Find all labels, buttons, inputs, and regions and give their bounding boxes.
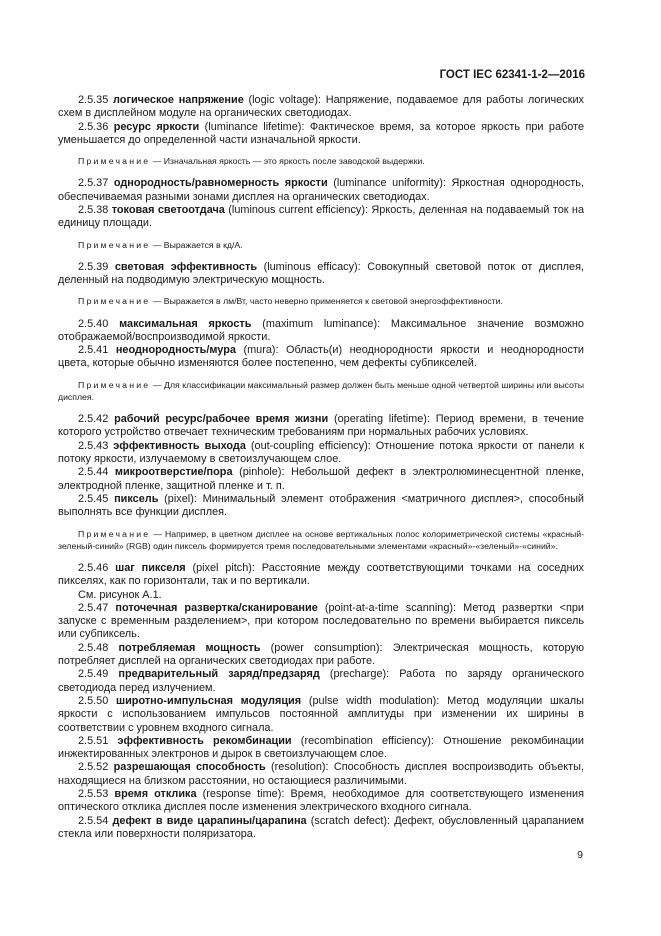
term-entry [58, 344, 584, 371]
note-label: Примечание [78, 379, 151, 390]
term-entry [58, 788, 584, 815]
term-number: 2.5.36 [78, 120, 109, 133]
term-definition: (pulse width modulation): Метод модуляции шкалы яркости с использованием импульсов постоянной амплитуды при изменении их ширины в соответствии с уровнем входного сигнала. [58, 694, 584, 734]
term-name: пиксель [114, 492, 159, 505]
term-definition: (pixel): Минимальный элемент отображения <матричного дисплея>, способный выполнять все функции дисплея. [58, 492, 584, 519]
term-entry [58, 413, 584, 440]
term-number: 2.5.44 [78, 466, 109, 479]
term-definition: (recombination efficiency): Отношение рекомбинации инжектированных электронов и дырок в светоизлучающем слое. [58, 734, 585, 761]
note-label: Примечание [78, 528, 151, 539]
term-entry [58, 562, 584, 589]
term-name: разрешающая способность [113, 761, 266, 774]
term-definition: (point-at-a-time scanning): Метод развертки <при запуске с временным разделением>, при котором последовательно по времени выбирается пиксель или субпиксель. [58, 601, 585, 641]
term-definition: (resolution): Способность дисплея воспроизводить объекты, находящиеся на близком расстоянии, но остающиеся различимыми. [58, 761, 585, 787]
term-name: эффективность выхода [113, 439, 246, 452]
term-entry [58, 121, 584, 148]
page-number: 9 [577, 849, 583, 861]
term-entry [58, 261, 584, 288]
term-definition: (logic voltage): Напряжение, подаваемое для работы логических схем в дисплейном модуле на органических светодиодах. [58, 94, 584, 120]
note-label: Примечание [78, 296, 151, 307]
term-number: 2.5.40 [78, 317, 109, 330]
term-definition: (pinhole): Небольшой дефект в электролюминесцентной пленке, электродной пленке, защитной пленке и т. п. [58, 466, 585, 492]
term-number: 2.5.37 [78, 177, 109, 190]
term-definition: (mura): Область(и) неоднородности яркости и неоднородности цвета, которые обычно изменяются более постепенно, чем дефекты субпикселей. [58, 344, 584, 370]
term-name: неоднородность/мура [115, 344, 236, 357]
term-number: 2.5.46 [78, 561, 109, 574]
term-number: 2.5.41 [78, 344, 109, 357]
term-definition: (luminous current efficiency): Яркость, деленная на подаваемый ток на единицу площади. [58, 203, 585, 230]
term-number: 2.5.52 [78, 761, 109, 774]
figure-reference: См. рисунок А.1. [78, 588, 162, 601]
term-number: 2.5.39 [78, 260, 109, 273]
term-name: рабочий ресурс/рабочее время жизни [114, 413, 329, 426]
term-name: время отклика [114, 788, 197, 800]
term-entry [58, 668, 584, 695]
term-number: 2.5.53 [78, 788, 109, 800]
note [58, 528, 584, 552]
term-name: предварительный заряд/предзаряд [118, 668, 320, 681]
term-number: 2.5.47 [78, 601, 109, 614]
term-name: эффективность рекомбинации [117, 734, 292, 747]
term-name: световая эффективность [114, 260, 258, 273]
term-number: 2.5.43 [78, 439, 109, 452]
term-entry [58, 318, 584, 345]
term-name: поточечная развертка/сканирование [115, 601, 318, 614]
document-body [58, 94, 584, 841]
term-definition: (power consumption): Электрическая мощность, которую потребляет дисплей на органических светодиодах при работе. [58, 641, 585, 668]
term-entry [58, 602, 584, 642]
term-entry [58, 695, 584, 735]
term-number: 2.5.45 [78, 492, 109, 505]
term-definition: (luminance lifetime): Фактическое время, за которое яркость при работе уменьшается до определенной части изначальной яркости. [58, 120, 584, 146]
term-entry [58, 94, 584, 121]
note-text: — Например, в цветном дисплее на основе вертикальных полос колориметрической системы «красный-зеленый-синий» (RGB) один пиксель формируется тремя последовательными элементами «красный»-«зеленый»-«синий». [58, 528, 584, 551]
note [58, 239, 584, 251]
note-label: Примечание [78, 156, 151, 167]
term-name: ресурс яркости [113, 120, 200, 133]
term-entry [58, 177, 584, 204]
note-text: — Выражается в лм/Вт, часто неверно применяется к световой энергоэффективности. [150, 296, 503, 307]
term-number: 2.5.42 [78, 413, 109, 426]
note-text: — Выражается в кд/А. [150, 239, 243, 250]
term-name: однородность/равномерность яркости [113, 177, 328, 190]
term-definition: (scratch defect): Дефект, обусловленный царапанием стекла или поверхности поляризатора. [58, 814, 584, 840]
term-name: токовая светоотдача [111, 203, 225, 216]
term-entry [58, 815, 584, 842]
term-number: 2.5.50 [78, 694, 109, 707]
note-text: — Для классификации максимальный размер должен быть меньше одной четвертой ширины или высоты дисплея. [58, 379, 584, 402]
term-entry [58, 493, 584, 520]
term-entry [58, 466, 584, 493]
term-name: дефект в виде царапины/царапина [112, 814, 307, 827]
term-name: максимальная яркость [119, 317, 252, 330]
term-definition: (out-coupling efficiency): Отношение потока яркости от панели к потоку яркости, излучаемому в светоизлучающем слое. [58, 439, 585, 466]
note [58, 155, 584, 167]
term-name: микроотверстие/пора [114, 466, 233, 479]
note [58, 379, 584, 403]
term-definition: (maximum luminance): Максимальное значение возможно отображаемой/воспроизводимой яркости. [58, 317, 584, 343]
term-entry [58, 735, 584, 762]
term-name: шаг пикселя [115, 561, 186, 574]
term-definition: (operating lifetime): Период времени, в течение которого устройство отвечает техническим требованиям при нормальных рабочих условиях. [58, 413, 585, 439]
note-label: Примечание [78, 239, 151, 250]
term-definition: (luminance uniformity): Яркостная однородность, обеспечиваемая разными зонами дисплея на органических светодиодах. [58, 177, 584, 203]
term-number: 2.5.35 [78, 94, 109, 106]
term-entry [58, 642, 584, 669]
term-entry [58, 204, 584, 231]
term-entry [58, 761, 584, 788]
term-definition: (precharge): Работа по заряду органического светодиода перед излучением. [58, 668, 584, 694]
term-number: 2.5.51 [78, 734, 109, 747]
term-name: широтно-импульсная модуляция [116, 694, 302, 707]
term-number: 2.5.48 [78, 641, 109, 654]
term-number: 2.5.54 [78, 814, 109, 827]
note [58, 295, 584, 307]
term-name: потребляемая мощность [118, 641, 261, 654]
term-number: 2.5.38 [78, 203, 109, 216]
term-definition: (pixel pitch): Расстояние между соответствующими точками на соседних пикселях, как по горизонтали, так и по вертикали. [58, 561, 584, 588]
term-entry [58, 440, 584, 467]
term-definition: (luminous efficacy): Совокупный световой поток от дисплея, деленный на подводимую электрическую мощность. [58, 260, 585, 287]
note-text: — Изначальная яркость — это яркость после заводской выдержки. [150, 156, 425, 167]
term-name: логическое напряжение [113, 94, 244, 106]
term-definition: (response time): Время, необходимое для соответствующего изменения оптического отклика дисплея после изменения электрического входного сигнала. [58, 788, 585, 814]
term-number: 2.5.49 [78, 668, 109, 681]
document-header: ГОСТ IEC 62341-1-2—2016 [439, 69, 585, 81]
